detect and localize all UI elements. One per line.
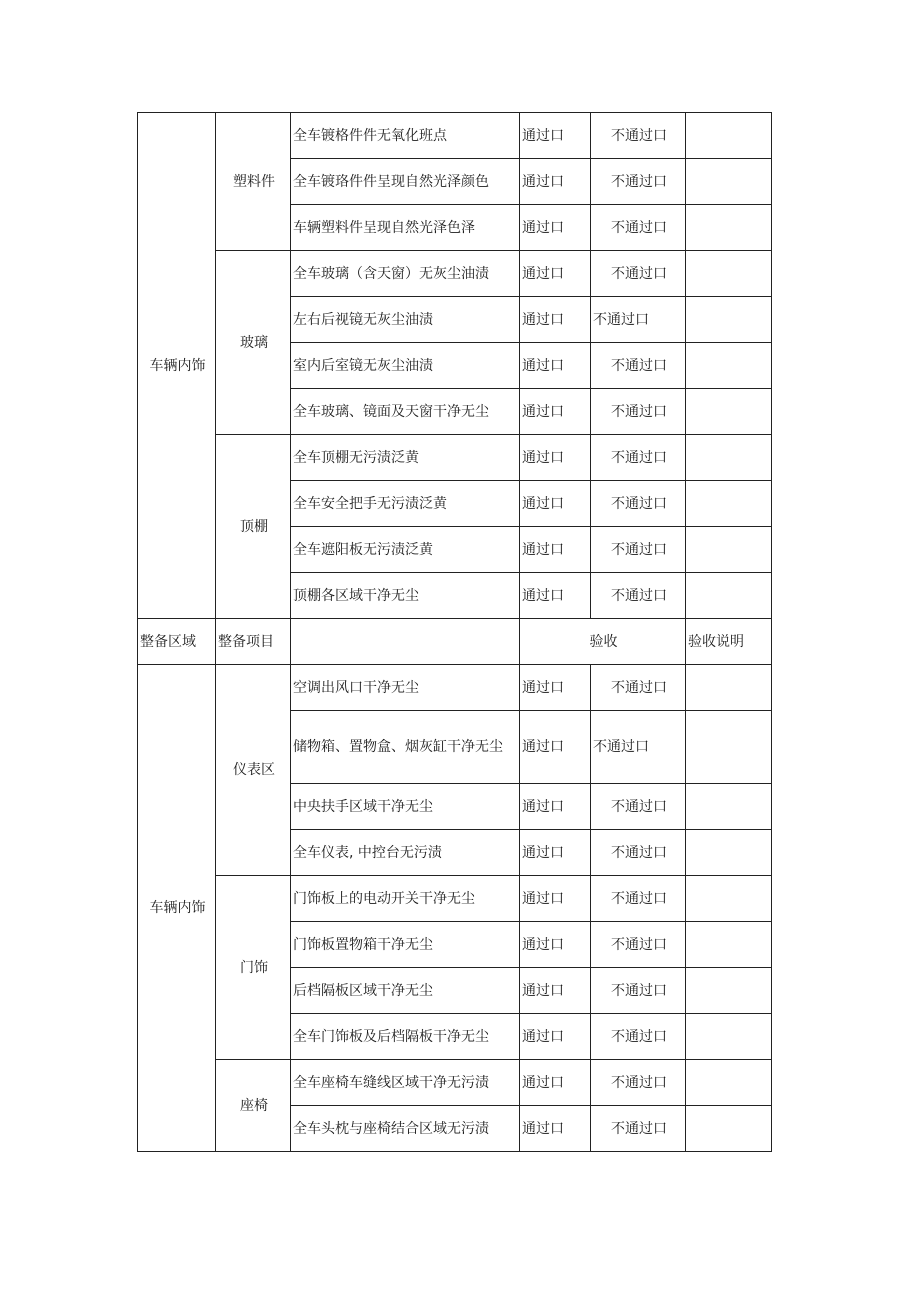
note-cell[interactable] [686, 113, 772, 159]
item-cell: 全车玻璃、镜面及天窗干净无尘 [291, 389, 520, 435]
pass-checkbox[interactable]: 通过口 [520, 968, 591, 1014]
pass-checkbox[interactable]: 通过口 [520, 251, 591, 297]
item-cell: 顶棚各区域干净无尘 [291, 573, 520, 619]
fail-checkbox[interactable]: 不通过口 [591, 784, 686, 830]
area-cell: 车辆内饰 [138, 113, 216, 619]
note-cell[interactable] [686, 251, 772, 297]
fail-checkbox[interactable]: 不通过口 [591, 711, 686, 784]
header-item: 整备项目 [216, 619, 291, 665]
fail-checkbox[interactable]: 不通过口 [591, 113, 686, 159]
header-area: 整备区域 [138, 619, 216, 665]
note-cell[interactable] [686, 1014, 772, 1060]
item-cell: 全车顶棚无污渍泛黄 [291, 435, 520, 481]
fail-checkbox[interactable]: 不通过口 [591, 573, 686, 619]
group-cell: 座椅 [216, 1060, 291, 1152]
pass-checkbox[interactable]: 通过口 [520, 830, 591, 876]
pass-checkbox[interactable]: 通过口 [520, 159, 591, 205]
note-cell[interactable] [686, 876, 772, 922]
header-accept: 验收 [520, 619, 686, 665]
item-cell: 全车玻璃（含天窗）无灰尘油渍 [291, 251, 520, 297]
note-cell[interactable] [686, 527, 772, 573]
fail-checkbox[interactable]: 不通过口 [591, 1014, 686, 1060]
pass-checkbox[interactable]: 通过口 [520, 113, 591, 159]
fail-checkbox[interactable]: 不通过口 [591, 205, 686, 251]
pass-checkbox[interactable]: 通过口 [520, 389, 591, 435]
fail-checkbox[interactable]: 不通过口 [591, 251, 686, 297]
pass-checkbox[interactable]: 通过口 [520, 1060, 591, 1106]
group-cell: 顶棚 [216, 435, 291, 619]
pass-checkbox[interactable]: 通过口 [520, 1014, 591, 1060]
group-cell: 塑料件 [216, 113, 291, 251]
note-cell[interactable] [686, 205, 772, 251]
pass-checkbox[interactable]: 通过口 [520, 527, 591, 573]
group-cell: 玻璃 [216, 251, 291, 435]
item-cell: 全车头枕与座椅结合区域无污渍 [291, 1106, 520, 1152]
pass-checkbox[interactable]: 通过口 [520, 876, 591, 922]
item-cell: 全车座椅车缝线区域干净无污渍 [291, 1060, 520, 1106]
fail-checkbox[interactable]: 不通过口 [591, 389, 686, 435]
note-cell[interactable] [686, 159, 772, 205]
item-cell: 中央扶手区域干净无尘 [291, 784, 520, 830]
pass-checkbox[interactable]: 通过口 [520, 343, 591, 389]
header-blank [291, 619, 520, 665]
pass-checkbox[interactable]: 通过口 [520, 573, 591, 619]
fail-checkbox[interactable]: 不通过口 [591, 968, 686, 1014]
item-cell: 全车门饰板及后档隔板干净无尘 [291, 1014, 520, 1060]
item-cell: 全车遮阳板无污渍泛黄 [291, 527, 520, 573]
fail-checkbox[interactable]: 不通过口 [591, 481, 686, 527]
pass-checkbox[interactable]: 通过口 [520, 922, 591, 968]
fail-checkbox[interactable]: 不通过口 [591, 876, 686, 922]
item-cell: 左右后视镜无灰尘油渍 [291, 297, 520, 343]
header-row [138, 619, 772, 665]
area-cell: 车辆内饰 [138, 665, 216, 1152]
note-cell[interactable] [686, 343, 772, 389]
note-cell[interactable] [686, 784, 772, 830]
pass-checkbox[interactable]: 通过口 [520, 435, 591, 481]
note-cell[interactable] [686, 968, 772, 1014]
item-cell: 储物箱、置物盒、烟灰缸干净无尘 [291, 711, 520, 784]
pass-checkbox[interactable]: 通过口 [520, 205, 591, 251]
item-cell: 门饰板上的电动开关干净无尘 [291, 876, 520, 922]
header-note: 验收说明 [686, 619, 772, 665]
note-cell[interactable] [686, 711, 772, 784]
item-cell: 门饰板置物箱干净无尘 [291, 922, 520, 968]
note-cell[interactable] [686, 573, 772, 619]
fail-checkbox[interactable]: 不通过口 [591, 665, 686, 711]
item-cell: 后档隔板区域干净无尘 [291, 968, 520, 1014]
fail-checkbox[interactable]: 不通过口 [591, 343, 686, 389]
item-cell: 全车安全把手无污渍泛黄 [291, 481, 520, 527]
group-cell: 门饰 [216, 876, 291, 1060]
item-cell: 全车镀格件件无氧化班点 [291, 113, 520, 159]
fail-checkbox[interactable]: 不通过口 [591, 830, 686, 876]
fail-checkbox[interactable]: 不通过口 [591, 1060, 686, 1106]
fail-checkbox[interactable]: 不通过口 [591, 435, 686, 481]
item-cell: 空调出风口干净无尘 [291, 665, 520, 711]
inspection-table [137, 112, 772, 1152]
note-cell[interactable] [686, 389, 772, 435]
item-cell: 全车仪表, 中控台无污渍 [291, 830, 520, 876]
note-cell[interactable] [686, 297, 772, 343]
item-cell: 室内后室镜无灰尘油渍 [291, 343, 520, 389]
item-cell: 车辆塑料件呈现自然光泽色泽 [291, 205, 520, 251]
note-cell[interactable] [686, 1106, 772, 1152]
pass-checkbox[interactable]: 通过口 [520, 711, 591, 784]
fail-checkbox[interactable]: 不通过口 [591, 297, 686, 343]
note-cell[interactable] [686, 665, 772, 711]
group-cell: 仪表区 [216, 665, 291, 876]
fail-checkbox[interactable]: 不通过口 [591, 527, 686, 573]
note-cell[interactable] [686, 830, 772, 876]
fail-checkbox[interactable]: 不通过口 [591, 922, 686, 968]
fail-checkbox[interactable]: 不通过口 [591, 159, 686, 205]
note-cell[interactable] [686, 481, 772, 527]
note-cell[interactable] [686, 435, 772, 481]
note-cell[interactable] [686, 1060, 772, 1106]
pass-checkbox[interactable]: 通过口 [520, 1106, 591, 1152]
note-cell[interactable] [686, 922, 772, 968]
pass-checkbox[interactable]: 通过口 [520, 297, 591, 343]
pass-checkbox[interactable]: 通过口 [520, 481, 591, 527]
fail-checkbox[interactable]: 不通过口 [591, 1106, 686, 1152]
item-cell: 全车镀珞件件呈现自然光泽颜色 [291, 159, 520, 205]
pass-checkbox[interactable]: 通过口 [520, 665, 591, 711]
pass-checkbox[interactable]: 通过口 [520, 784, 591, 830]
